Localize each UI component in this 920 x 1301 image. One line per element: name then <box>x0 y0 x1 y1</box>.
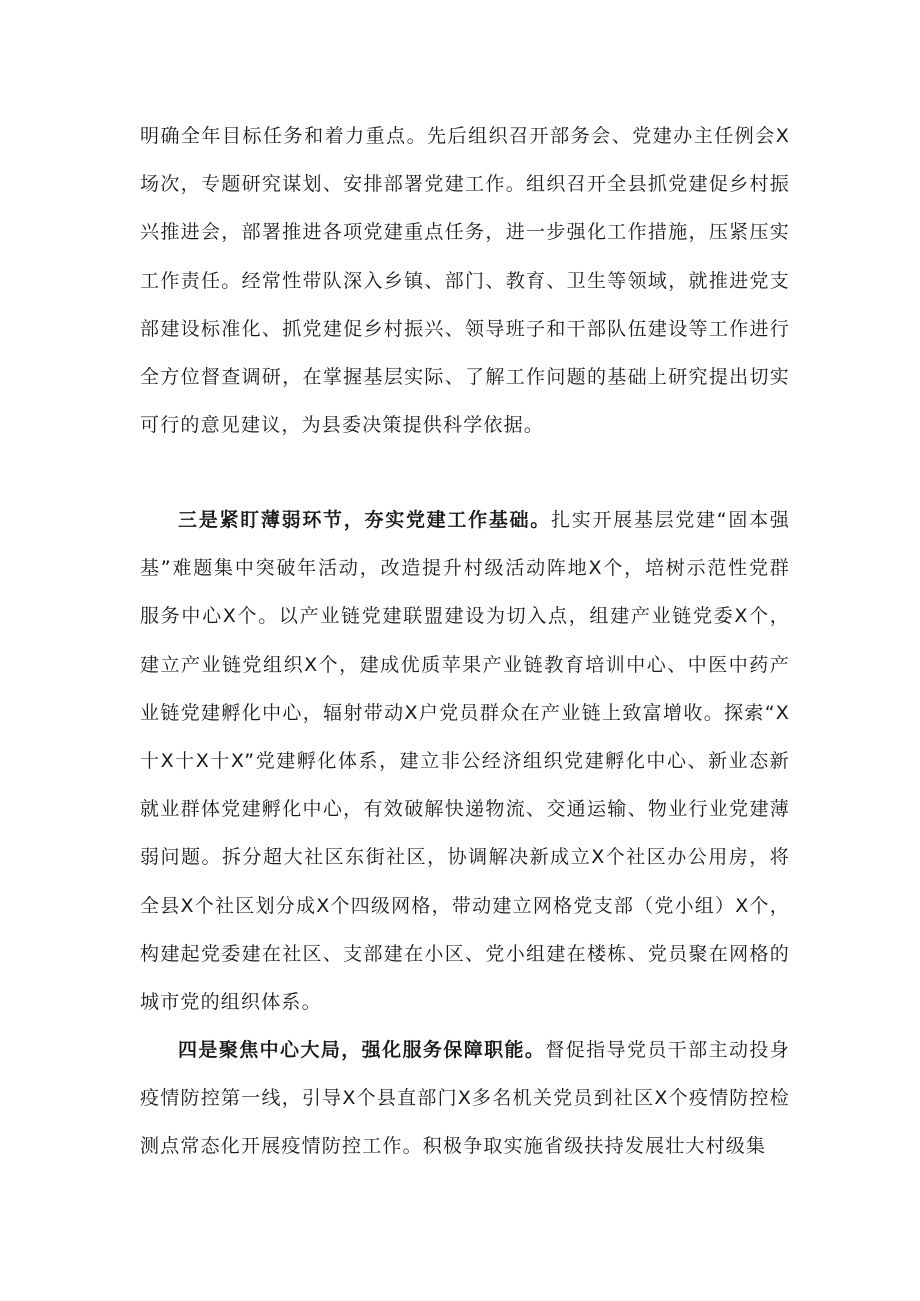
paragraph-1 <box>140 112 790 449</box>
paragraph-3-body: 督促指导党员干部主动投身疫情防控第一线，引导X个县直部门X多名机关党员到社区X个疫情防控检测点常态化开展疫情防控工作。积极争取实施省级扶持发展壮大村级集 <box>140 1039 790 1158</box>
paragraph-2 <box>140 496 790 1026</box>
paragraph-3 <box>140 1026 790 1171</box>
paragraph-2-body: 扎实开展基层党建“固本强基”难题集中突破年活动，改造提升村级活动阵地X个，培树示范性党群服务中心X个。以产业链党建联盟建设为切入点，组建产业链党委X个，建立产业链党组织X个，建成优质苹果产业链教育培训中心、中医中药产业链党建孵化中心，辐射带动X户党员群众在产业链上致富增收。探索“X十X十X十X”党建孵化体系，建立非公经济组织党建孵化中心、新业态新就业群体党建孵化中心，有效破解快递物流、交通运输、物业行业党建薄弱问题。拆分超大社区东街社区，协调解决新成立X个社区办公用房，将全县X个社区划分成X个四级网格，带动建立网格党支部（党小组）X个，构建起党委建在社区、支部建在小区、党小组建在楼栋、党员聚在网格的城市党的组织体系。 <box>140 509 790 1014</box>
paragraph-3-lead: 四是聚焦中心大局，强化服务保障职能。 <box>178 1039 546 1061</box>
paragraph-2-lead: 三是紧盯薄弱环节，夯实党建工作基础。 <box>178 509 551 531</box>
paragraph-1-body: 明确全年目标任务和着力重点。先后组织召开部务会、党建办主任例会X场次，专题研究谋划、安排部署党建工作。组织召开全县抓党建促乡村振兴推进会，部署推进各项党建重点任务，进一步强化工作措施，压紧压实工作责任。经常性带队深入乡镇、部门、教育、卫生等领域，就推进党支部建设标准化、抓党建促乡村振兴、领导班子和干部队伍建设等工作进行全方位督查调研，在掌握基层实际、了解工作问题的基础上研究提出切实可行的意见建议，为县委决策提供科学依据。 <box>140 125 790 437</box>
